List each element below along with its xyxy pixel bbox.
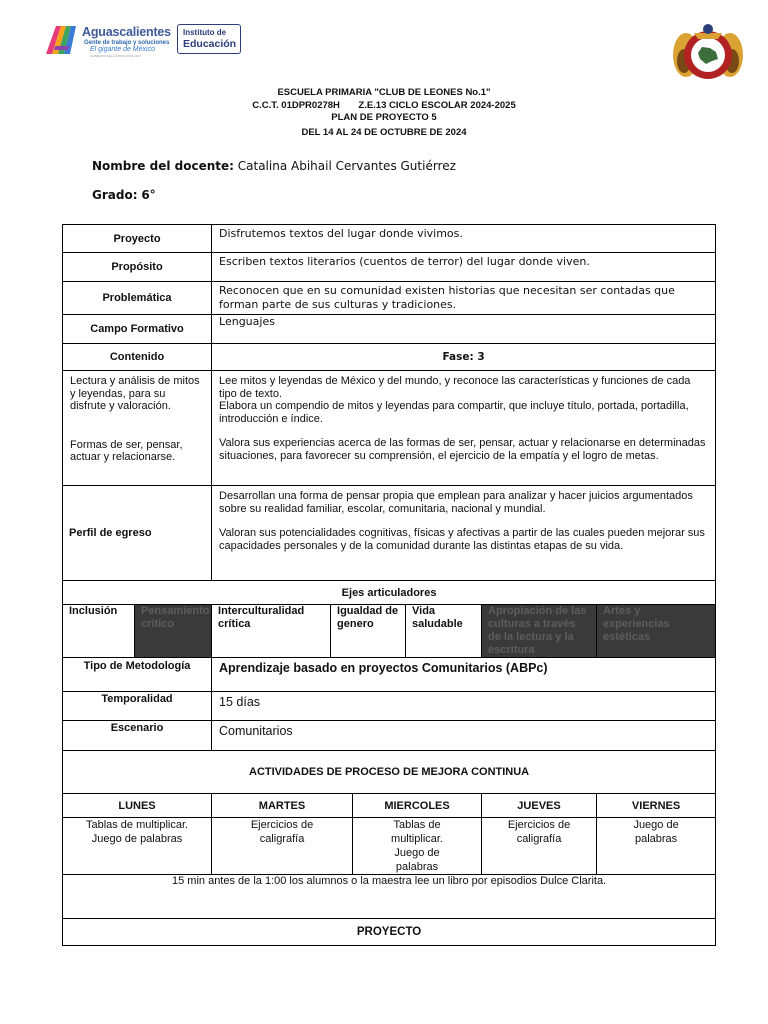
row-campo (63, 315, 716, 344)
row-problematica (63, 282, 716, 315)
eje-artes (597, 605, 716, 658)
label-escenario: Escenario (63, 721, 212, 751)
school-cct: C.C.T. 01DPR0278H Z.E.13 CICLO ESCOLAR 2024-2025 (252, 100, 516, 111)
grade-line (92, 188, 156, 202)
label-temporalidad: Temporalidad (63, 692, 212, 721)
aguascalientes-mark-icon (44, 24, 78, 56)
instituto-educacion-logo (177, 24, 241, 54)
eje-igualdad: Igualdad de genero (331, 605, 406, 658)
row-ejes (63, 605, 716, 658)
value-problematica: Reconocen que en su comunidad existen historias que necesitan ser contadas que forman parte de sus culturas y tradiciones. (212, 282, 716, 315)
label-proyecto: Proyecto (63, 225, 212, 253)
value-metodologia: Aprendizaje basado en proyectos Comunitarios (ABPc) (212, 658, 716, 692)
label-problematica: Problemática (63, 282, 212, 315)
row-contenido-header (63, 344, 716, 371)
activity-jueves: Ejercicios de caligrafía (482, 818, 597, 875)
contenido-left-1: Lectura y análisis de mitos y leyendas, para su disfrute y valoración. (70, 375, 200, 412)
aguascalientes-gov: GOBIERNO DEL ESTADO 2022-2027 (90, 54, 141, 58)
eje-inclusion: Inclusión (63, 605, 135, 658)
row-reading-note (63, 875, 716, 919)
row-temporalidad (63, 692, 716, 721)
eje-vida-saludable: Vida saludable (406, 605, 482, 658)
plan-title: PLAN DE PROYECTO 5 (331, 112, 437, 123)
day-viernes: VIERNES (597, 794, 716, 818)
perfil-p2: Valoran sus potencialidades cognitivas, físicas y afectivas a partir de las cuales pueden mejorar sus capacidades personales y de la comunidad durante las distintas etapas de su vida. (219, 527, 705, 552)
day-jueves: JUEVES (482, 794, 597, 818)
value-proyecto: Disfrutemos textos del lugar donde vivimos. (212, 225, 716, 253)
contenido-right (212, 371, 716, 486)
eje-apropiacion (482, 605, 597, 658)
school-name: ESCUELA PRIMARIA "CLUB DE LEONES No.1" (277, 87, 491, 98)
day-lunes: LUNES (63, 794, 212, 818)
perfil-p1: Desarrollan una forma de pensar propia que emplean para analizar y hacer juicios argumentados sobre su realidad familiar, escolar, comunitaria, nacional y mundial. (219, 490, 693, 515)
actividades-title: ACTIVIDADES DE PROCESO DE MEJORA CONTINUA (63, 751, 716, 794)
instituto-line1: Instituto de (183, 28, 227, 37)
teacher-label: Nombre del docente: (92, 159, 234, 173)
plan-dates: DEL 14 AL 24 DE OCTUBRE DE 2024 (301, 127, 467, 138)
label-metodologia: Tipo de Metodología (63, 658, 212, 692)
project-plan-table (62, 224, 716, 946)
ejes-title: Ejes articuladores (63, 581, 716, 605)
contenido-left-2: Formas de ser, pensar, actuar y relacionarse. (70, 438, 183, 463)
activity-viernes: Juego de palabras (597, 818, 716, 875)
value-escenario: Comunitarios (212, 721, 716, 751)
instituto-line2: Educación (183, 38, 237, 50)
activity-lunes: Tablas de multiplicar. Juego de palabras (63, 818, 212, 875)
row-days (63, 794, 716, 818)
contenido-right-1: Lee mitos y leyendas de México y del mundo, y reconoce las características y funciones de cada tipo de texto. (219, 375, 691, 400)
row-contenido (63, 371, 716, 486)
grade-label: Grado: (92, 188, 138, 202)
day-miercoles: MIERCOLES (353, 794, 482, 818)
eje-apropiacion-label: Apropiación de las culturas a través de la lectura y la escritura (488, 605, 587, 656)
row-perfil (63, 486, 716, 581)
label-campo: Campo Formativo (63, 315, 212, 344)
grade-value: 6° (141, 188, 156, 202)
teacher-line (92, 159, 456, 173)
row-metodologia (63, 658, 716, 692)
row-escenario (63, 721, 716, 751)
contenido-right-3: Valora sus experiencias acerca de las formas de ser, pensar, actuar y relacionarse en determinadas situaciones, para favorecer su comprensión, el ejercicio de la empatía y el logro de metas. (219, 437, 706, 462)
activity-miercoles: Tablas de multiplicar. Juego de palabras (353, 818, 482, 875)
contenido-right-2: Elabora un compendio de mitos y leyendas para compartir, que incluye título, portada, portadilla, introducción e índice. (219, 400, 689, 425)
teacher-name: Catalina Abihail Cervantes Gutiérrez (237, 159, 456, 173)
value-proposito: Escriben textos literarios (cuentos de terror) del lugar donde viven. (212, 253, 716, 282)
value-temporalidad: 15 días (212, 692, 716, 721)
aguascalientes-logo (44, 24, 176, 58)
row-ejes-title (63, 581, 716, 605)
aguascalientes-title: Aguascalientes (82, 25, 171, 39)
row-proyecto-footer (63, 919, 716, 946)
eje-interculturalidad: Interculturalidad crítica (212, 605, 331, 658)
eje-pensamiento-label: Pensamiento crítico (141, 605, 210, 630)
contenido-left (63, 371, 212, 486)
row-activities (63, 818, 716, 875)
row-proposito (63, 253, 716, 282)
row-proyecto (63, 225, 716, 253)
perfil-value (212, 486, 716, 581)
fase-label: Fase: 3 (212, 344, 716, 371)
day-martes: MARTES (212, 794, 353, 818)
aguascalientes-tagline: El gigante de México (90, 46, 155, 53)
row-actividades-title (63, 751, 716, 794)
eje-pensamiento (135, 605, 212, 658)
value-campo: Lenguajes (212, 315, 716, 344)
club-de-leones-logo-icon (672, 17, 744, 89)
aguascalientes-slogan: Gente de trabajo y soluciones (84, 40, 170, 46)
activity-martes: Ejercicios de caligrafía (212, 818, 353, 875)
label-proposito: Propósito (63, 253, 212, 282)
label-perfil: Perfil de egreso (63, 486, 212, 581)
reading-note: 15 min antes de la 1:00 los alumnos o la maestra lee un libro por episodios Dulce Clarita. (63, 875, 716, 919)
eje-artes-label: Artes y experiencias estéticas (603, 605, 670, 643)
proyecto-footer: PROYECTO (63, 919, 716, 946)
label-contenido: Contenido (63, 344, 212, 371)
